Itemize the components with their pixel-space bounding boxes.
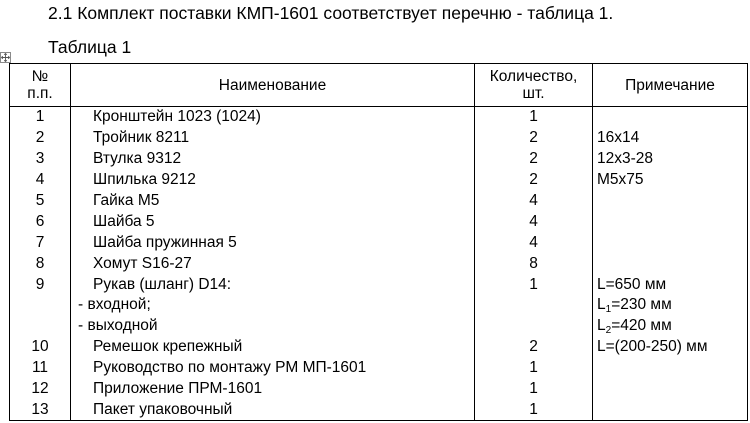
row-quantity: 4	[475, 211, 593, 232]
table-row	[10, 358, 748, 379]
note-prefix: L	[597, 296, 606, 314]
table-row	[10, 274, 748, 295]
row-name: Втулка 9312	[71, 149, 475, 170]
table-caption: Таблица 1	[48, 37, 132, 57]
row-number: 4	[10, 170, 71, 191]
table-row	[10, 149, 748, 170]
row-name: Шайба 5	[71, 211, 475, 232]
row-note	[593, 253, 748, 274]
header-quantity-line1: Количество,	[489, 68, 578, 85]
note-suffix: =230 мм	[611, 296, 672, 314]
row-quantity: 1	[475, 379, 593, 400]
row-note	[593, 191, 748, 212]
row-note: L=(200-250) мм	[593, 337, 748, 358]
row-note	[593, 379, 748, 400]
row-quantity: 1	[475, 399, 593, 420]
row-note	[593, 107, 748, 128]
table-row	[10, 128, 748, 149]
row-note	[593, 211, 748, 232]
row-name: Рукав (шланг) D14:	[71, 274, 475, 295]
move-arrows-icon	[1, 53, 10, 62]
row-number	[10, 295, 71, 316]
row-name: - входной;	[71, 295, 475, 316]
row-number: 3	[10, 149, 71, 170]
row-note: M5x75	[593, 170, 748, 191]
row-number: 11	[10, 358, 71, 379]
row-quantity: 1	[475, 107, 593, 128]
row-note	[593, 295, 748, 316]
row-number: 12	[10, 379, 71, 400]
header-number-line2: п.п.	[27, 85, 53, 102]
row-note	[593, 399, 748, 420]
row-quantity: 2	[475, 149, 593, 170]
row-quantity: 2	[475, 170, 593, 191]
header-number	[10, 64, 71, 107]
table-row	[10, 253, 748, 274]
row-number: 5	[10, 191, 71, 212]
row-note	[593, 316, 748, 337]
row-name: Тройник 8211	[71, 128, 475, 149]
row-name: Приложение ПРМ-1601	[71, 379, 475, 400]
row-name: Кронштейн 1023 (1024)	[71, 107, 475, 128]
row-number: 2	[10, 128, 71, 149]
row-note	[593, 358, 748, 379]
row-number: 9	[10, 274, 71, 295]
row-number: 10	[10, 337, 71, 358]
row-name: Хомут S16-27	[71, 253, 475, 274]
note-prefix: L	[597, 317, 606, 335]
table-row	[10, 379, 748, 400]
row-name: Руководство по монтажу РМ МП-1601	[71, 358, 475, 379]
row-quantity: 2	[475, 128, 593, 149]
note-suffix: =420 мм	[611, 317, 672, 335]
row-quantity: 4	[475, 232, 593, 253]
row-quantity: 1	[475, 358, 593, 379]
row-name: Ремешок крепежный	[71, 337, 475, 358]
row-quantity: 2	[475, 337, 593, 358]
section-heading: 2.1 Комплект поставки КМП-1601 соответствует перечню - таблица 1.	[48, 3, 614, 23]
row-quantity	[475, 295, 593, 316]
row-number: 1	[10, 107, 71, 128]
row-quantity: 1	[475, 274, 593, 295]
row-name: Шпилька 9212	[71, 170, 475, 191]
row-name: - выходной	[71, 316, 475, 337]
row-note: 16x14	[593, 128, 748, 149]
table-row	[10, 170, 748, 191]
row-number: 8	[10, 253, 71, 274]
table-row	[10, 191, 748, 212]
table-header-row	[10, 64, 748, 107]
header-number-line1: №	[31, 68, 49, 85]
row-name: Пакет упаковочный	[71, 399, 475, 420]
row-number	[10, 316, 71, 337]
table-row	[10, 211, 748, 232]
table-row	[10, 107, 748, 128]
table-row	[10, 316, 748, 337]
delivery-set-table	[9, 63, 748, 421]
row-number: 13	[10, 399, 71, 420]
row-number: 6	[10, 211, 71, 232]
row-number: 7	[10, 232, 71, 253]
table-row	[10, 295, 748, 316]
note-subscript: 2	[605, 325, 612, 337]
row-note: L=650 мм	[593, 274, 748, 295]
header-quantity	[475, 64, 593, 107]
row-quantity: 4	[475, 191, 593, 212]
table-move-handle[interactable]	[0, 52, 11, 63]
row-quantity: 8	[475, 253, 593, 274]
note-subscript: 1	[605, 304, 612, 316]
row-quantity	[475, 316, 593, 337]
header-quantity-line2: шт.	[522, 85, 545, 102]
row-note: 12x3-28	[593, 149, 748, 170]
row-name: Шайба пружинная 5	[71, 232, 475, 253]
header-note: Примечание	[593, 64, 748, 107]
table-row	[10, 232, 748, 253]
row-name: Гайка М5	[71, 191, 475, 212]
table-row	[10, 399, 748, 420]
row-note	[593, 232, 748, 253]
table-row	[10, 337, 748, 358]
header-name: Наименование	[71, 64, 475, 107]
